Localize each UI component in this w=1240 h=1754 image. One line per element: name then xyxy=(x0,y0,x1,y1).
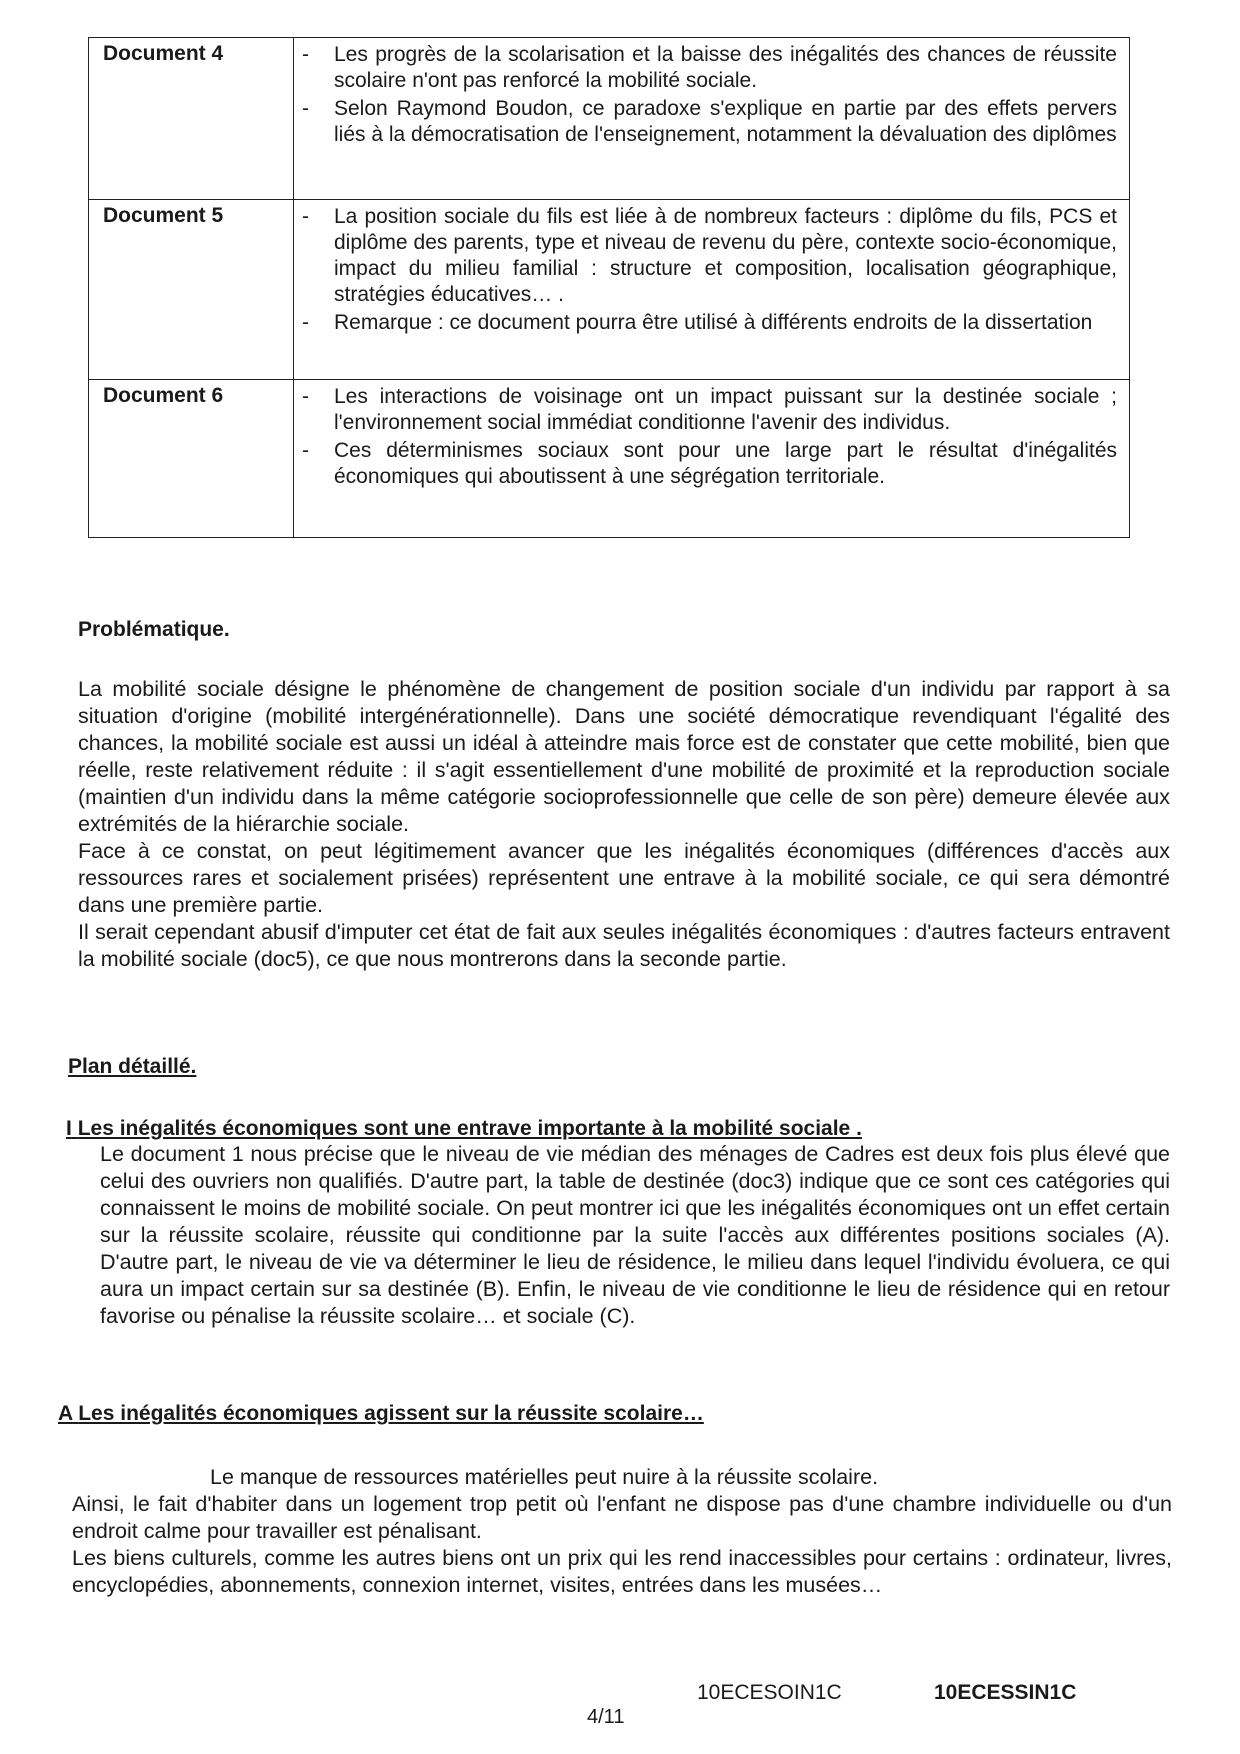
sectionA-lead: Le manque de ressources matérielles peut nuire à la réussite scolaire. xyxy=(210,1465,879,1489)
list-item: - Ces déterminismes sociaux sont pour une large part le résultat d'inégalités économiques qui aboutissent à une ségrégation territoriale. xyxy=(334,438,1117,490)
problematique-body xyxy=(78,676,1170,973)
part1-heading xyxy=(66,1115,1158,1142)
paragraph: Face à ce constat, on peut légitimement avancer que les inégalités économiques (différences d'accès aux ressources rares et socialement prisées) représentent une entrave à la mobilité sociale, ce qui sera démontré dans une première partie. xyxy=(78,839,1170,917)
document-label: Document 5 xyxy=(89,200,294,380)
document-content xyxy=(294,200,1130,380)
part1-number: I xyxy=(66,1117,72,1140)
page-number: 4/11 xyxy=(587,1706,625,1728)
sectionA-heading xyxy=(58,1400,1150,1427)
sectionA-letter: A xyxy=(58,1402,73,1425)
document-label: Document 6 xyxy=(89,380,294,538)
paragraph: Les biens culturels, comme les autres biens ont un prix qui les rend inaccessibles pour certains : ordinateur, livres, encyclopédies, abonnements, connexion internet, visites, entrées dans les musées… xyxy=(72,1546,1172,1597)
list-item: - Remarque : ce document pourra être utilisé à différents endroits de la dissertation xyxy=(334,310,1117,336)
document-content xyxy=(294,38,1130,200)
paragraph: Il serait cependant abusif d'imputer cet état de fait aux seules inégalités économiques : d'autres facteurs entravent la mobilité sociale (doc5), ce que nous montrerons dans la seconde partie. xyxy=(78,920,1170,971)
list-item: - Selon Raymond Boudon, ce paradoxe s'explique en partie par des effets pervers liés à la démocratisation de l'enseignement, notamment la dévaluation des diplômes xyxy=(334,96,1117,148)
problematique-heading: Problématique. xyxy=(78,618,230,641)
list-item: - La position sociale du fils est liée à de nombreux facteurs : diplôme du fils, PCS et diplôme des parents, type et niveau de revenu du père, contexte socio-économique, impact du milieu familial : structure et composition, localisation géographique, stratégies éducatives… . xyxy=(334,204,1117,308)
documents-table xyxy=(88,37,1130,538)
part1-body xyxy=(100,1141,1170,1330)
footer-code-2: 10ECESSIN1C xyxy=(934,1681,1077,1704)
table-row xyxy=(89,200,1130,380)
plan-heading: Plan détaillé. xyxy=(68,1055,197,1078)
sectionA-title: Les inégalités économiques agissent sur la réussite scolaire… xyxy=(78,1402,704,1425)
paragraph: La mobilité sociale désigne le phénomène de changement de position sociale d'un individu par rapport à sa situation d'origine (mobilité intergénérationnelle). Dans une société démocratique revendiquant l'égalité des chances, la mobilité sociale est aussi un idéal à atteindre mais force est de constater que cette mobilité, bien que réelle, reste relativement réduite : il s'agit essentiellement d'une mobilité de proximité et la reproduction sociale (maintien d'un individu dans la même catégorie socioprofessionnelle que celle de son père) demeure élevée aux extrémités de la hiérarchie sociale. xyxy=(78,677,1170,836)
paragraph: Le document 1 nous précise que le niveau de vie médian des ménages de Cadres est deux fois plus élevé que celui des ouvriers non qualifiés. D'autre part, la table de destinée (doc3) indique que ce sont ces catégories qui connaissent le moins de mobilité sociale. On peut montrer ici que les inégalités économiques ont un effet certain sur la réussite scolaire, réussite qui conditionne par la suite l'accès aux différentes positions sociales (A). D'autre part, le niveau de vie va déterminer le lieu de résidence, le milieu dans lequel l'individu évoluera, ce qui aura un impact certain sur sa destinée (B). Enfin, le niveau de vie conditionne le lieu de résidence qui en retour favorise ou pénalise la réussite scolaire… et sociale (C). xyxy=(100,1142,1170,1328)
table-row xyxy=(89,380,1130,538)
paragraph: Ainsi, le fait d'habiter dans un logement trop petit où l'enfant ne dispose pas d'une chambre individuelle ou d'un endroit calme pour travailler est pénalisant. xyxy=(72,1492,1172,1543)
list-item: - Les interactions de voisinage ont un impact puissant sur la destinée sociale ; l'environnement social immédiat conditionne l'avenir des individus. xyxy=(334,384,1117,436)
table-row xyxy=(89,38,1130,200)
document-content xyxy=(294,380,1130,538)
document-label: Document 4 xyxy=(89,38,294,200)
sectionA-body xyxy=(72,1491,1172,1599)
footer-code-1: 10ECESOIN1C xyxy=(697,1681,842,1704)
list-item: - Les progrès de la scolarisation et la baisse des inégalités des chances de réussite scolaire n'ont pas renforcé la mobilité sociale. xyxy=(334,42,1117,94)
part1-title: Les inégalités économiques sont une entrave importante à la mobilité sociale . xyxy=(77,1117,862,1140)
